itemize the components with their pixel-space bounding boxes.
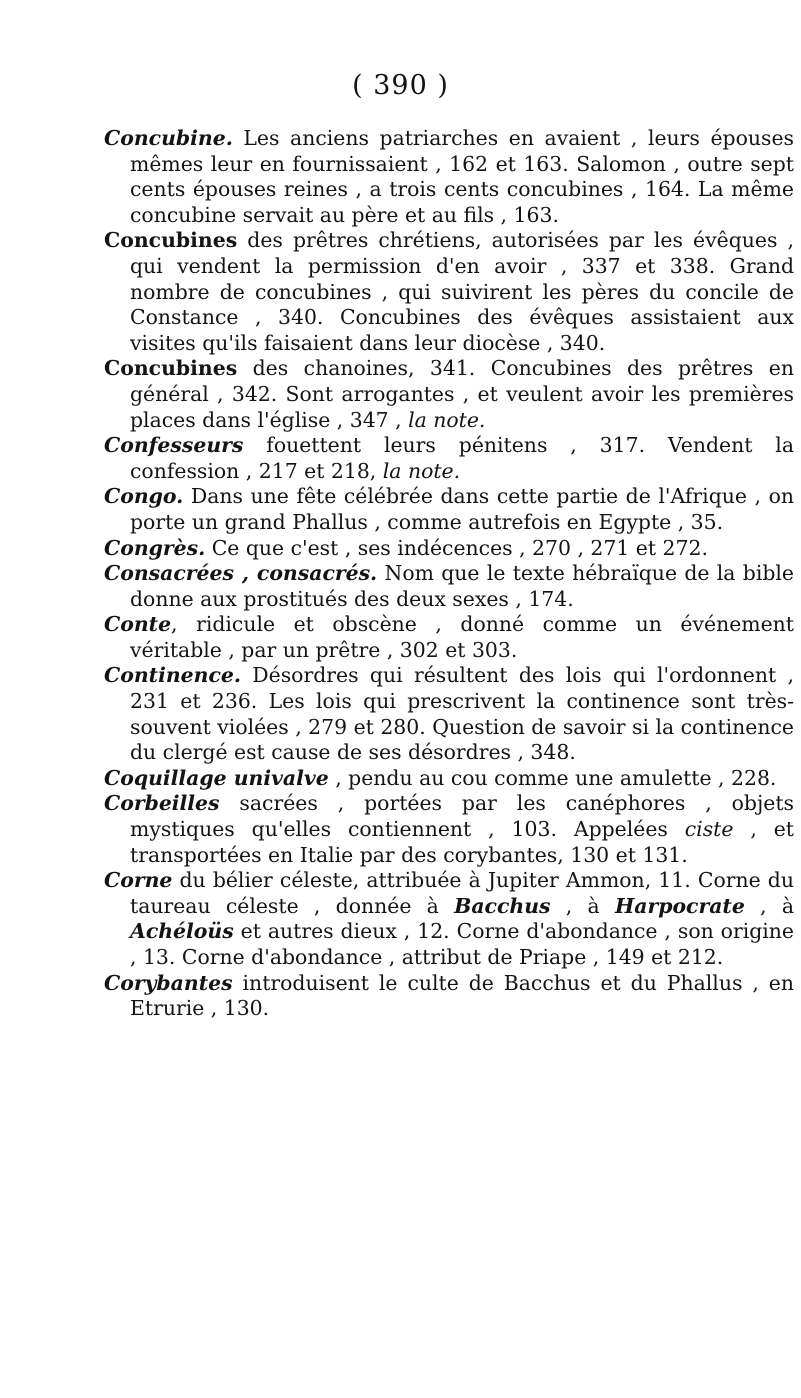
entry-term: Concubines [104, 228, 238, 253]
entry-term: Congrès. [104, 535, 206, 560]
entry-text: des chanoines, 341. Concubines des prêtres en général , 342. Sont arrogantes , et veulent avoir les premières places dans l'église , 347 , [130, 356, 794, 432]
entry-term: Corne [104, 868, 173, 893]
entry-text: des prêtres chrétiens, autorisées par les évêques , qui vendent la permission d'en avoir , 337 et 338. Grand nombre de concubines , qui suivirent les pères du concile de Constance , 340. Concubines des évêques assistaient aux visites qu'ils faisaient dans leur diocèse , 340. [130, 228, 794, 355]
entry-term: Corybantes [104, 970, 233, 995]
entry-text: introduisent le culte de Bacchus et du Phallus , en Etrurie , 130. [130, 970, 794, 1021]
index-entry [104, 612, 794, 663]
entry-text: Les anciens patriarches en avaient , leurs épouses mêmes leur en fournissaient , 162 et 163. Salomon , outre sept cents épouses reines , a trois cents concubines , 164. La même concubine servait au père et au fils , 163. [130, 126, 794, 227]
entry-text: , pendu au cou comme une amulette , 228. [328, 765, 777, 790]
entry-text: Désordres qui résultent des lois qui l'ordonnent , 231 et 236. Les lois qui prescrivent la continence sont très-souvent violées , 279 et 280. Question de savoir si la continence du clergé est cause de ses désordres , 348. [130, 663, 794, 765]
index-entry [104, 356, 794, 433]
entry-term: Concubine. [104, 126, 233, 150]
index-entry [104, 561, 794, 612]
entry-text: Nom que le texte hébraïque de la bible donne aux prostitués des deux sexes , 174. [130, 561, 794, 611]
entry-note: la note. [408, 407, 486, 432]
entry-text: , ridicule et obscène , donné comme un événement véritable , par un prêtre , 302 et 303. [130, 612, 794, 662]
entry-text: , à [744, 893, 794, 918]
index-entry [104, 971, 794, 1022]
entry-name: Bacchus [454, 893, 551, 918]
entry-term: Concubines [104, 356, 238, 381]
index-entry [104, 868, 794, 970]
entry-text: , à [550, 893, 615, 918]
entry-name: Harpocrate [614, 893, 745, 918]
entry-term: Corbeilles [104, 791, 220, 816]
entry-text: fouettent leurs pénitens , 317. Vendent la confession , 217 et 218, [130, 433, 794, 483]
entry-text: du bélier céleste, attribuée à Jupiter Ammon, 11. Corne du taureau céleste , donnée à [130, 868, 794, 918]
index-entry [104, 536, 794, 562]
index-entry [104, 484, 794, 535]
page-number: ( 390 ) [352, 70, 449, 101]
entry-text: Dans une fête célébrée dans cette partie de l'Afrique , on porte un grand Phallus , comme autrefois en Egypte , 35. [130, 484, 794, 534]
index-entry [104, 663, 794, 765]
entry-term: Conte [104, 612, 172, 637]
entry-note: la note. [382, 458, 461, 483]
entry-term: Coquillage univalve [104, 765, 329, 790]
entry-term: Confesseurs [104, 433, 244, 458]
index-entry [104, 126, 794, 228]
entry-text: , et transportées en Italie par des corybantes, 130 et 131. [130, 817, 794, 867]
entry-name: Achéloüs [130, 919, 234, 944]
entry-cite: ciste [684, 817, 734, 842]
index-entry [104, 433, 794, 484]
index-entry [104, 228, 794, 356]
index-entries [104, 126, 794, 1022]
entry-term: Continence. [104, 663, 241, 688]
entry-text: sacrées , portées par les canéphores , objets mystiques qu'elles contiennent , 103. Appelées [130, 791, 794, 842]
entry-term: Congo. [104, 484, 184, 509]
entry-text: et autres dieux , 12. Corne d'abondance , son origine , 13. Corne d'abondance , attribut de Priape , 149 et 212. [130, 919, 794, 969]
index-entry [104, 791, 794, 868]
entry-term: Consacrées , consacrés. [104, 561, 378, 586]
index-entry [104, 766, 794, 792]
entry-text: Ce que c'est , ses indécences , 270 , 271 et 272. [205, 535, 708, 560]
